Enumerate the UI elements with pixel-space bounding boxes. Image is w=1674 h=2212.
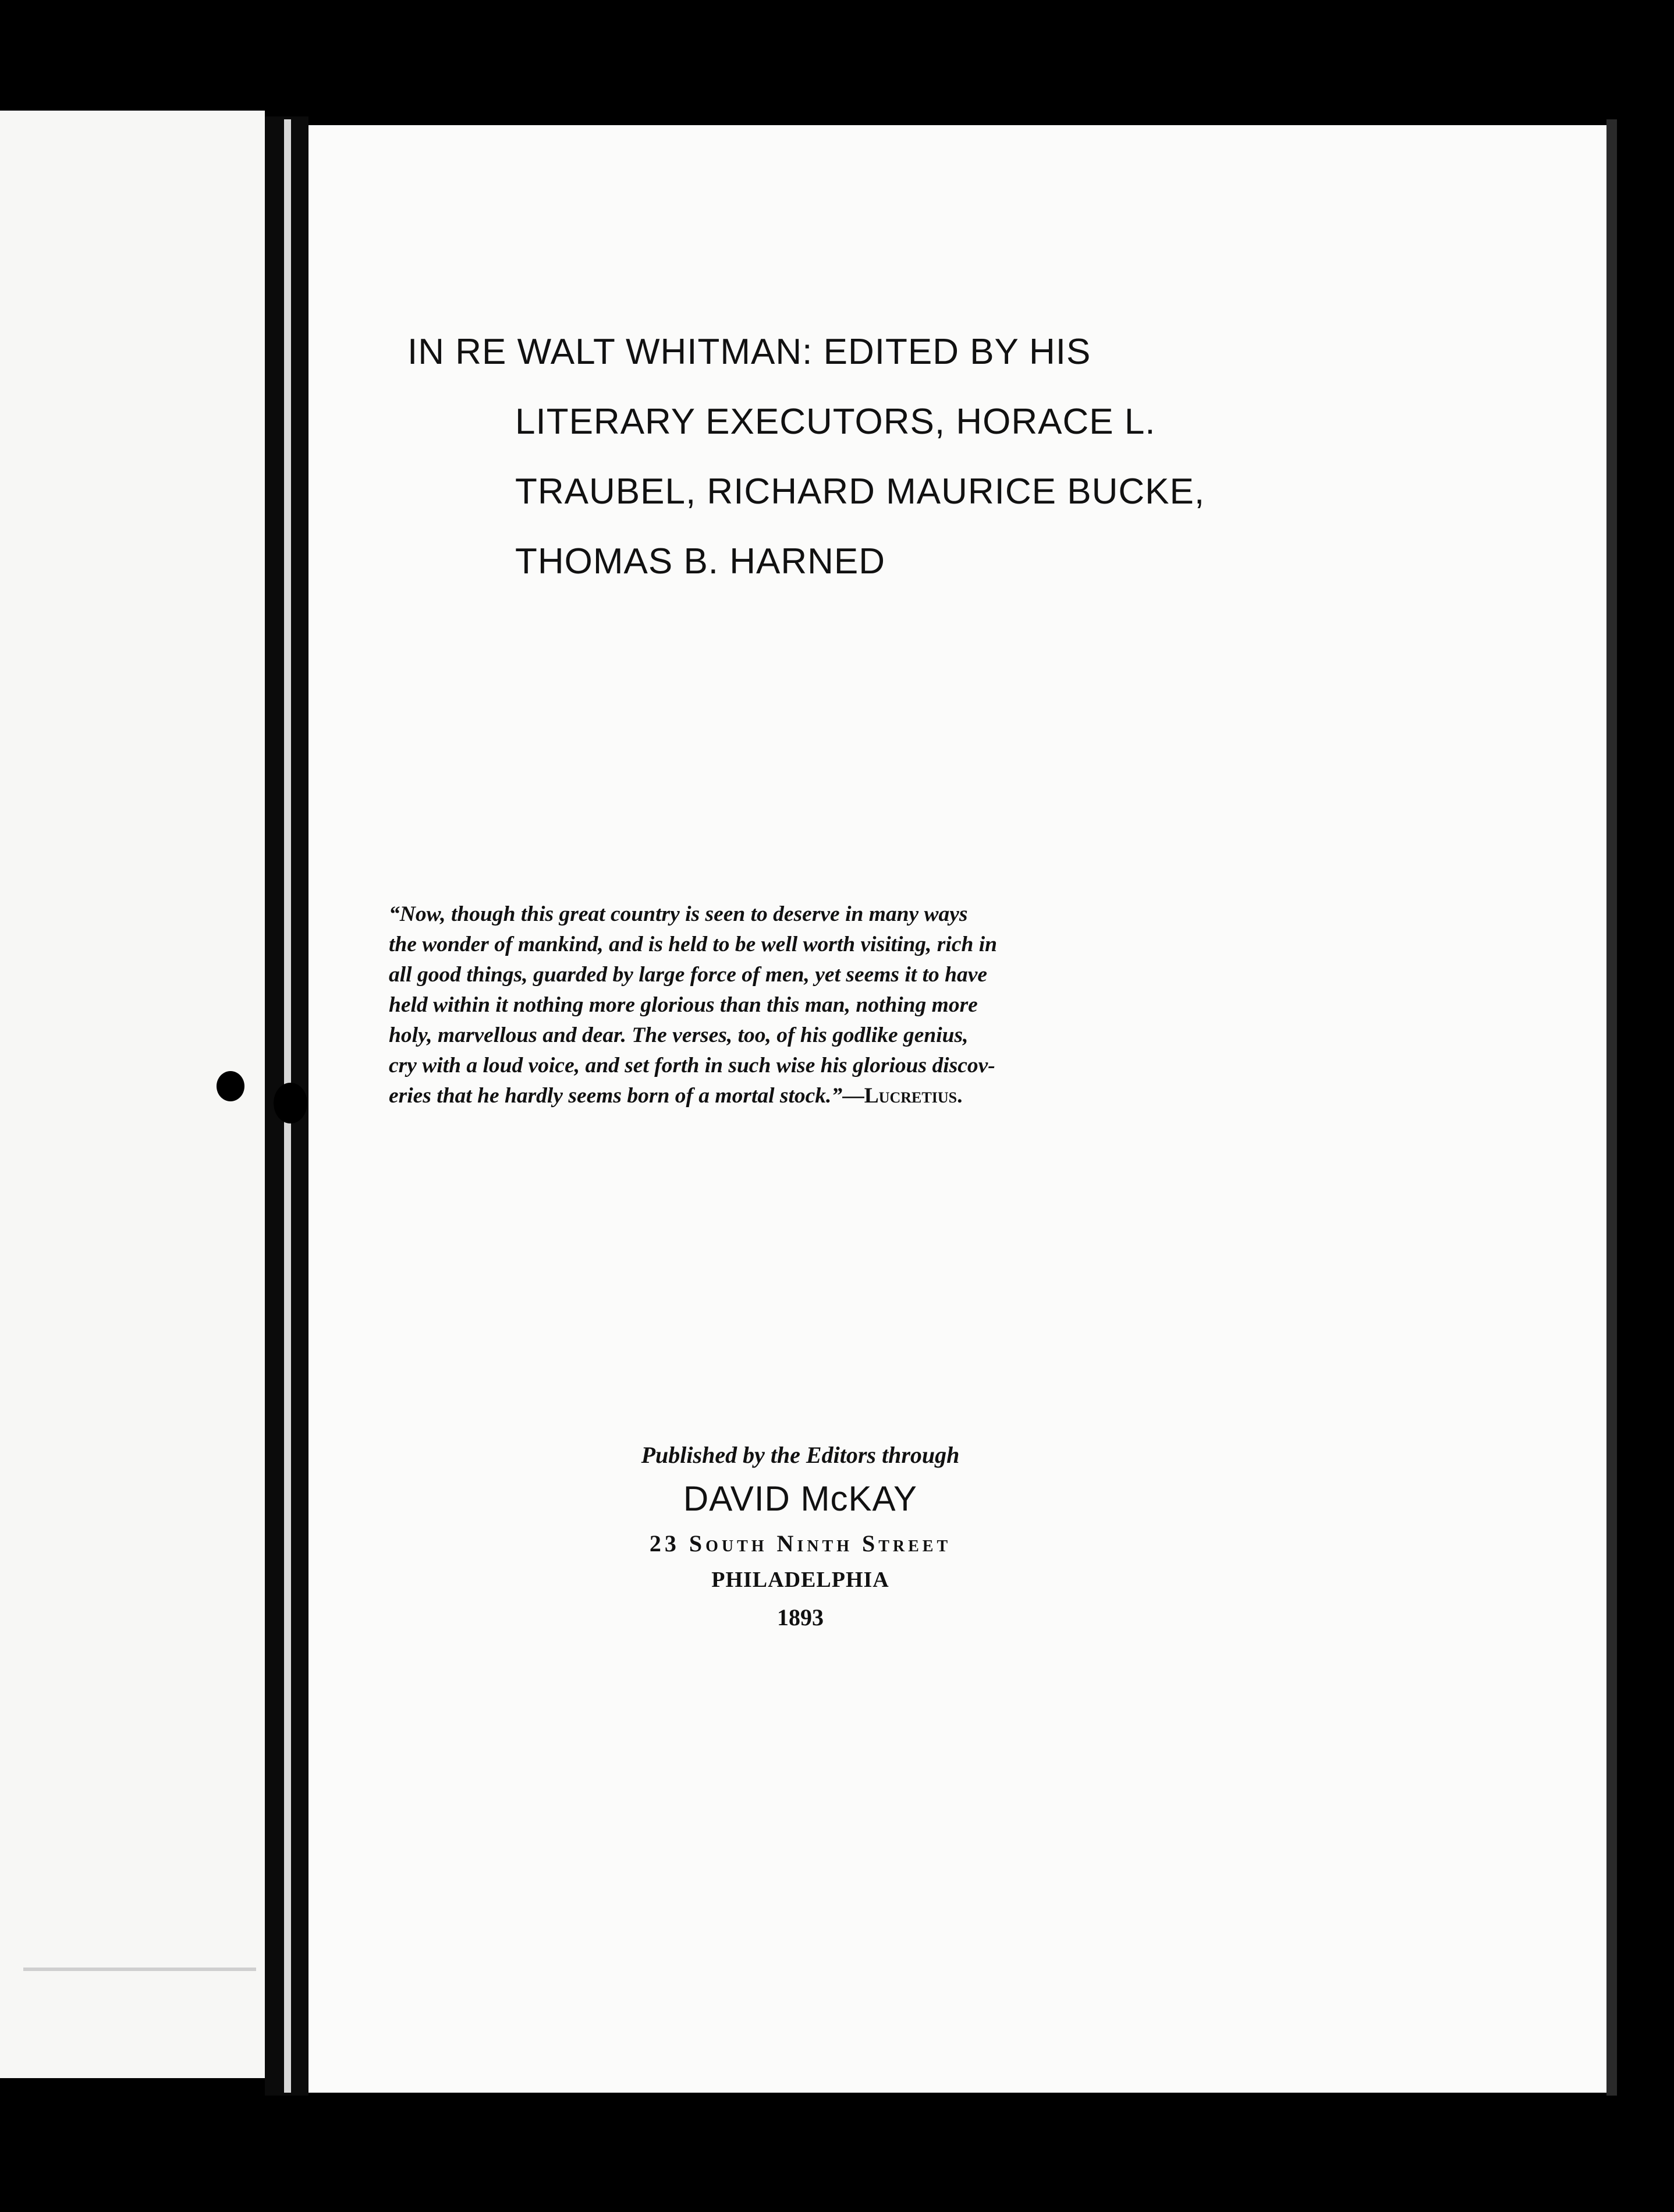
epigraph-line: eries that he hardly seems born of a mortal stock.”	[389, 1084, 843, 1108]
imprint-intro: Published by the Editors through	[641, 1442, 960, 1468]
book-title	[407, 317, 1205, 597]
imprint	[553, 1438, 1048, 1638]
title-line: TRAUBEL, RICHARD MAURICE BUCKE,	[515, 472, 1205, 512]
publisher-city: PHILADELPHIA	[711, 1568, 889, 1592]
epigraph-line: the wonder of mankind, and is held to be well worth visiting, rich in	[389, 933, 997, 956]
publication-year: 1893	[777, 1604, 824, 1630]
title-line: THOMAS B. HARNED	[515, 541, 886, 582]
binding-blot	[274, 1083, 307, 1123]
epigraph	[389, 899, 1215, 1111]
binding-blot	[217, 1071, 244, 1101]
epigraph-line: cry with a loud voice, and set forth in such wise his glorious discov-	[389, 1054, 995, 1077]
left-page-edge	[23, 1968, 256, 1971]
epigraph-line: held within it nothing more glorious than this man, nothing more	[389, 993, 978, 1017]
page-right-edge	[1606, 119, 1617, 2096]
epigraph-line: “Now, though this great country is seen to deserve in many ways	[389, 902, 968, 926]
epigraph-line: all good things, guarded by large force of men, yet seems it to have	[389, 963, 988, 987]
title-line: LITERARY EXECUTORS, HORACE L.	[515, 402, 1156, 442]
epigraph-line: holy, marvellous and dear. The verses, too, of his godlike genius,	[389, 1023, 969, 1047]
title-line: IN RE WALT WHITMAN: EDITED BY HIS	[407, 332, 1091, 372]
publisher-name: DAVID McKAY	[683, 1479, 918, 1518]
epigraph-last-line	[389, 1081, 1215, 1111]
publisher-address: 23 South Ninth Street	[649, 1530, 952, 1557]
epigraph-attribution: —Lucretius.	[842, 1084, 963, 1108]
